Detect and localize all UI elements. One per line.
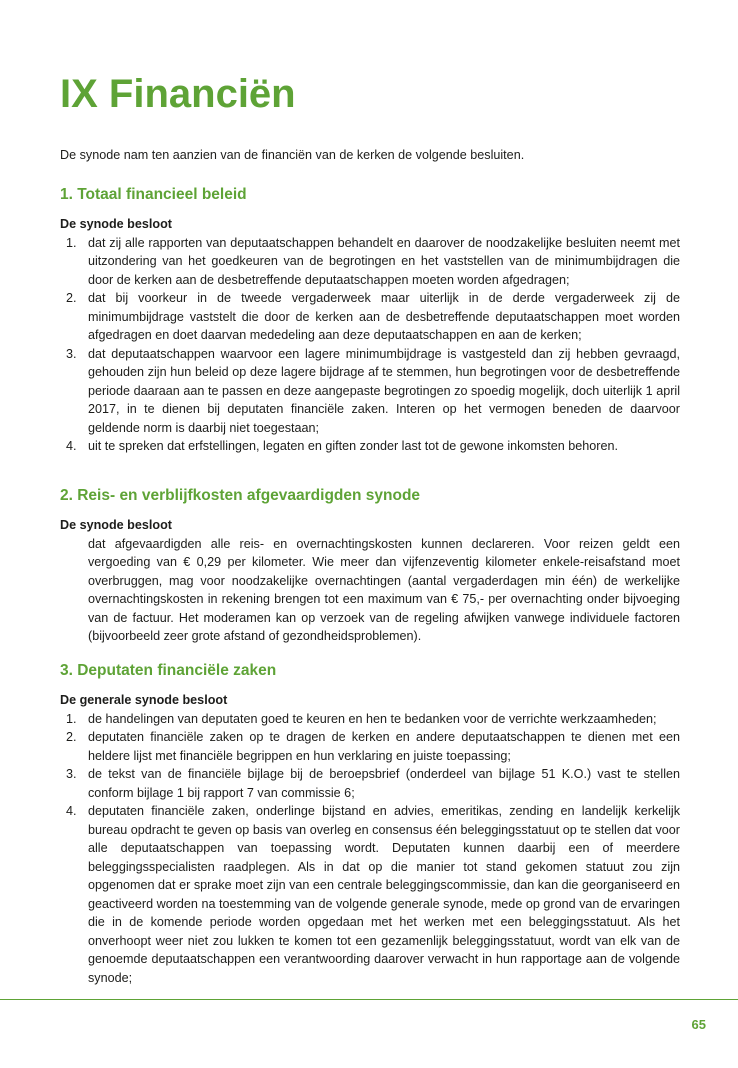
list-text: de handelingen van deputaten goed te keuren en hen te bedanken voor de verrichte werkzaamheden;	[88, 711, 657, 726]
list-number: 4.	[66, 804, 77, 818]
list-text: dat bij voorkeur in de tweede vergaderweek maar uiterlijk in de derde vergaderweek zij de minimumbijdrage vaststelt die door de kerken aan de desbetreffende deputaatschappen moet worden afgedragen en doet daarvan mededeling aan deze deputaatschappen en aan de kerken;	[88, 291, 680, 342]
list-number: 4.	[66, 439, 77, 453]
decision-label: De generale synode besloot	[60, 693, 228, 707]
page-number: 65	[691, 1017, 706, 1032]
footer-divider	[0, 999, 738, 1000]
list-number: 1.	[66, 711, 77, 726]
decision-list	[60, 234, 680, 456]
decision-label: De synode besloot	[60, 518, 172, 532]
section-heading: 2. Reis- en verblijfkosten afgevaardigden synode	[60, 487, 421, 504]
section-heading: 1. Totaal financieel beleid	[60, 186, 247, 203]
list-number: 3.	[66, 767, 77, 781]
list-number: 2.	[66, 291, 77, 305]
section-heading: 3. Deputaten financiële zaken	[60, 662, 277, 679]
list-text: de tekst van de financiële bijlage bij de beroepsbrief (onderdeel van bijlage 51 K.O.) vast te stellen conform bijlage 1 bij rapport 7 van commissie 6;	[88, 767, 680, 800]
list-text: deputaten financiële zaken, onderlinge bijstand en advies, emeritikas, zending en landelijk kerkelijk bureau opdracht te geven op basis van overleg en consensus één beleggingsstatuut op te stellen dat voor alle deputaatschappen van toepassing wordt. Deputaten kunnen daarbij een of meerdere beleggingsspecialisten raadplegen. Als in dat op die manier tot stand gekomen statuut zou zijn opgenomen dat er sprake moet zijn van een centrale beleggingscommissie, dan kan die georganiseerd en geactiveerd worden na toestemming van de volgende generale synode, mede op grond van de ervaringen die in de komende periode worden opgedaan met het werken met een beleggingsstatuut. Als het onverhoopt weer niet zou lukken te komen tot een gezamenlijk beleggingsstatuut, wordt van elk van de genoemde deputaatschappen een verantwoording daarover verwacht in hun rapportage aan de volgende synode;	[88, 804, 680, 985]
list-number: 3.	[66, 346, 77, 361]
list-text: dat deputaatschappen waarvoor een lagere minimumbijdrage is vastgesteld dan zij hebben gevraagd, gehouden zijn hun beleid op deze lagere bijdrage af te stemmen, hun begrotingen voor de desbetreffende periode daaraan aan te passen en deze aangepaste begrotingen zo spoedig mogelijk, doch uiterlijk 1 april 2017, in te dienen bij deputaten financiële zaken. Interen op het vermogen beneden de daarvoor geldende norm is daarbij niet toegestaan;	[88, 346, 680, 435]
list-item	[66, 802, 680, 987]
list-number: 2.	[66, 730, 77, 744]
list-text: deputaten financiële zaken op te dragen de kerken en andere deputaatschappen te dienen met een heldere lijst met financiële begrippen en hun verklaring en juiste toepassing;	[88, 730, 680, 763]
section-reis-en-verblijfkosten	[60, 486, 680, 646]
page-title: IX Financiën	[60, 72, 296, 116]
decision-label: De synode besloot	[60, 217, 172, 231]
list-item	[66, 234, 680, 290]
list-text: dat zij alle rapporten van deputaatschappen behandelt en daarover de noodzakelijke besluiten neemt met uitzondering van het goedkeuren van de begrotingen en het vaststellen van de minimumbijdragen die door de kerken aan de desbetreffende deputaatschappen moeten worden afgedragen;	[88, 235, 680, 287]
list-item	[66, 710, 680, 729]
list-item	[66, 345, 680, 438]
list-text: uit te spreken dat erfstellingen, legaten en giften zonder last tot de gewone inkomsten behoren.	[88, 439, 618, 453]
intro-text: De synode nam ten aanzien van de financiën van de kerken de volgende besluiten.	[60, 148, 525, 162]
list-item	[66, 437, 680, 456]
list-item	[66, 728, 680, 765]
list-number: 1.	[66, 235, 77, 250]
section-deputaten-financiele-zaken	[60, 661, 680, 987]
section-totaal-financieel-beleid	[60, 185, 680, 456]
list-item	[66, 289, 680, 345]
list-item	[66, 765, 680, 802]
decision-paragraph: dat afgevaardigden alle reis- en overnachtingskosten kunnen declareren. Voor reizen geldt een vergoeding van € 0,29 per kilometer. Wie meer dan vijfenzeventig kilometer enkele-reisafstand moet overbruggen, mag voor noodzakelijke overnachtingen (aantal vergaderdagen min één) de werkelijke overnachtingskosten in rekening brengen tot een maximum van € 75,- per overnachting onder bijvoeging van de factuur. Het moderamen kan op verzoek van de regeling afwijken vanwege individuele factoren (bijvoorbeeld zeer grote afstand of gezondheidsproblemen).	[88, 536, 680, 643]
decision-list	[60, 710, 680, 988]
